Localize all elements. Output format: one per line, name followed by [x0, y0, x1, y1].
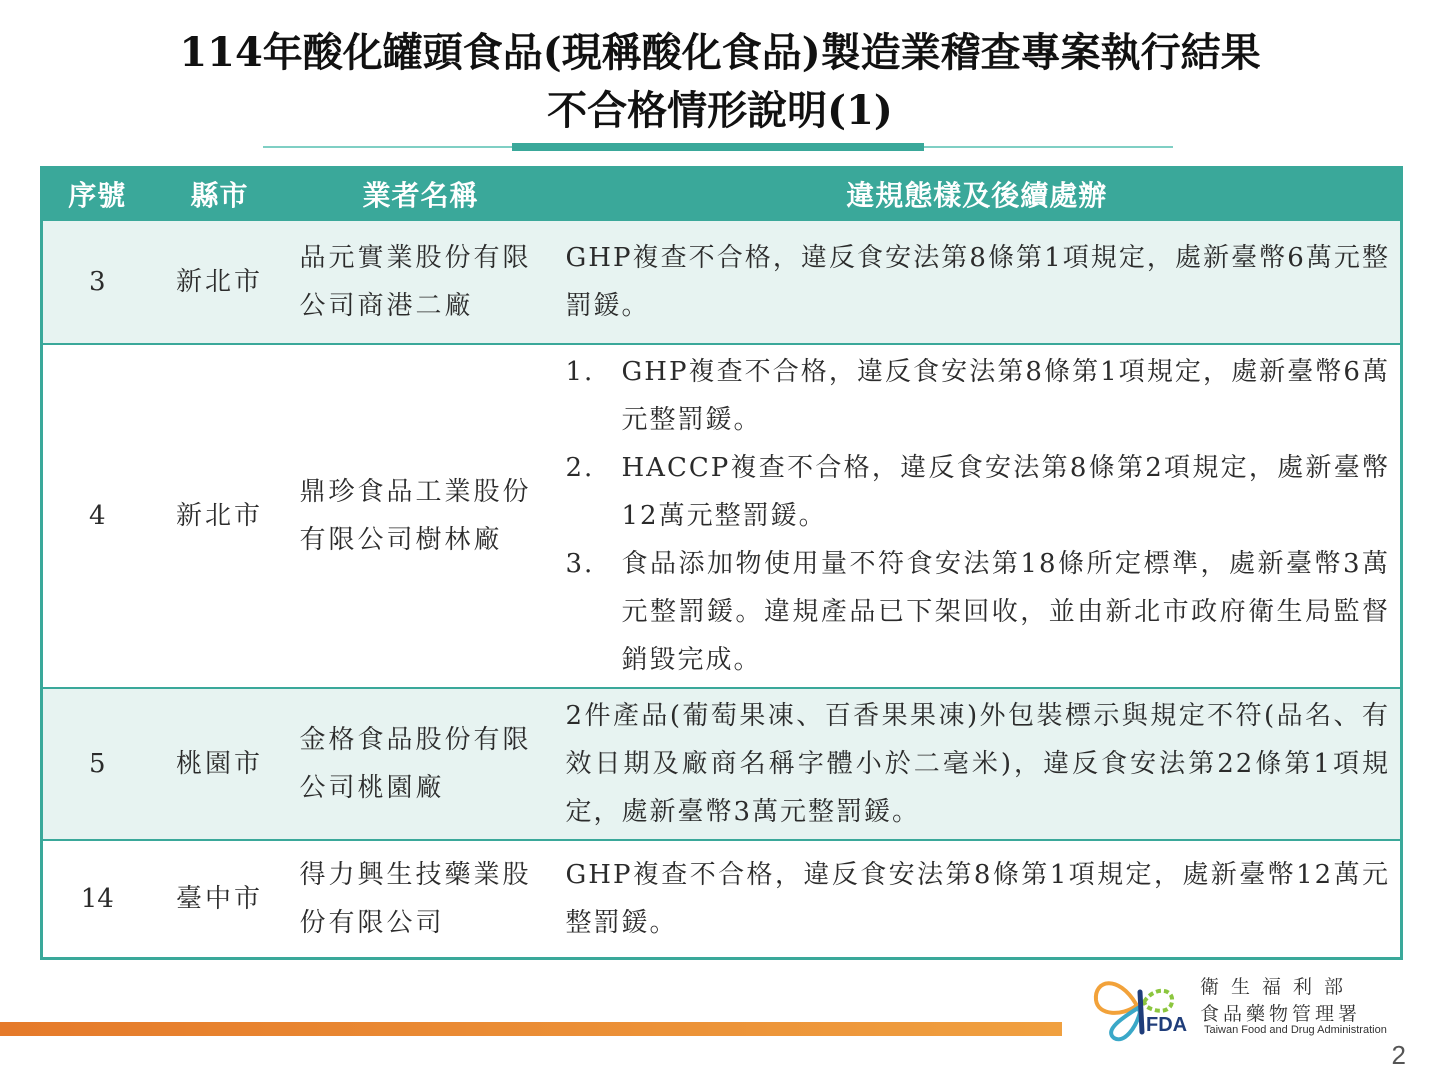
org-name-line1: 衛生福利部 [1200, 976, 1356, 998]
violation-item-number: 3. [565, 549, 595, 579]
org-name-english: Taiwan Food and Drug Administration [1204, 1024, 1387, 1036]
title-underline-accent [512, 143, 924, 151]
row-violation: GHP複查不合格，違反食安法第8條第1項規定，處新臺幣12萬元整罰鍰。 [554, 840, 1402, 958]
row-company: 得力興生技藥業股份有限公司 [288, 840, 554, 958]
violation-item [566, 540, 1391, 684]
table-row [42, 840, 1402, 958]
row-city: 桃園市 [152, 688, 288, 840]
violation-item [566, 444, 1391, 540]
row-no: 14 [42, 840, 152, 958]
header-city: 縣市 [152, 168, 288, 221]
table-row [42, 344, 1402, 688]
row-no: 5 [42, 688, 152, 840]
slide-title-line2: 不合格情形說明(1) [547, 87, 893, 134]
violations-table [40, 166, 1403, 960]
header-company: 業者名稱 [288, 168, 554, 221]
table-row [42, 220, 1402, 344]
slide-title-line1: 114年酸化罐頭食品(現稱酸化食品)製造業稽查專案執行結果 [179, 29, 1261, 76]
violation-item-text: 食品添加物使用量不符食安法第18條所定標準，處新臺幣3萬元整罰鍰。違規產品已下架回收，並由新北市政府衛生局監督銷毀完成。 [621, 549, 1390, 675]
violation-item-text: HACCP複查不合格，違反食安法第8條第2項規定，處新臺幣12萬元整罰鍰。 [621, 453, 1390, 531]
org-name-line2: 食品藥物管理署 [1200, 1003, 1362, 1025]
page-number: 2 [1391, 1040, 1406, 1070]
footer-accent-bar [0, 1022, 1062, 1036]
header-no: 序號 [42, 168, 152, 221]
logo-fda-text: FDA [1146, 1014, 1188, 1036]
row-violation-list [554, 344, 1402, 688]
row-company: 品元實業股份有限公司商港二廠 [288, 220, 554, 344]
row-company: 鼎珍食品工業股份有限公司樹林廠 [288, 344, 554, 688]
row-violation: 2件產品(葡萄果凍、百香果果凍)外包裝標示與規定不符(品名、有效日期及廠商名稱字體小於二毫米)，違反食安法第22條第1項規定，處新臺幣3萬元整罰鍰。 [554, 688, 1402, 840]
header-violation: 違規態樣及後續處辦 [554, 168, 1402, 221]
row-city: 臺中市 [152, 840, 288, 958]
violation-item [566, 348, 1391, 444]
row-city: 新北市 [152, 220, 288, 344]
row-city: 新北市 [152, 344, 288, 688]
row-company: 金格食品股份有限公司桃園廠 [288, 688, 554, 840]
fda-logo [1088, 966, 1398, 1046]
violation-item-text: GHP複查不合格，違反食安法第8條第1項規定，處新臺幣6萬元整罰鍰。 [621, 357, 1390, 435]
table-row [42, 688, 1402, 840]
row-no: 3 [42, 220, 152, 344]
violation-list [566, 348, 1391, 684]
row-no: 4 [42, 344, 152, 688]
violation-item-number: 2. [565, 453, 595, 483]
violation-item-number: 1. [565, 357, 595, 387]
table-header-row [42, 168, 1402, 221]
row-violation: GHP複查不合格，違反食安法第8條第1項規定，處新臺幣6萬元整罰鍰。 [554, 220, 1402, 344]
